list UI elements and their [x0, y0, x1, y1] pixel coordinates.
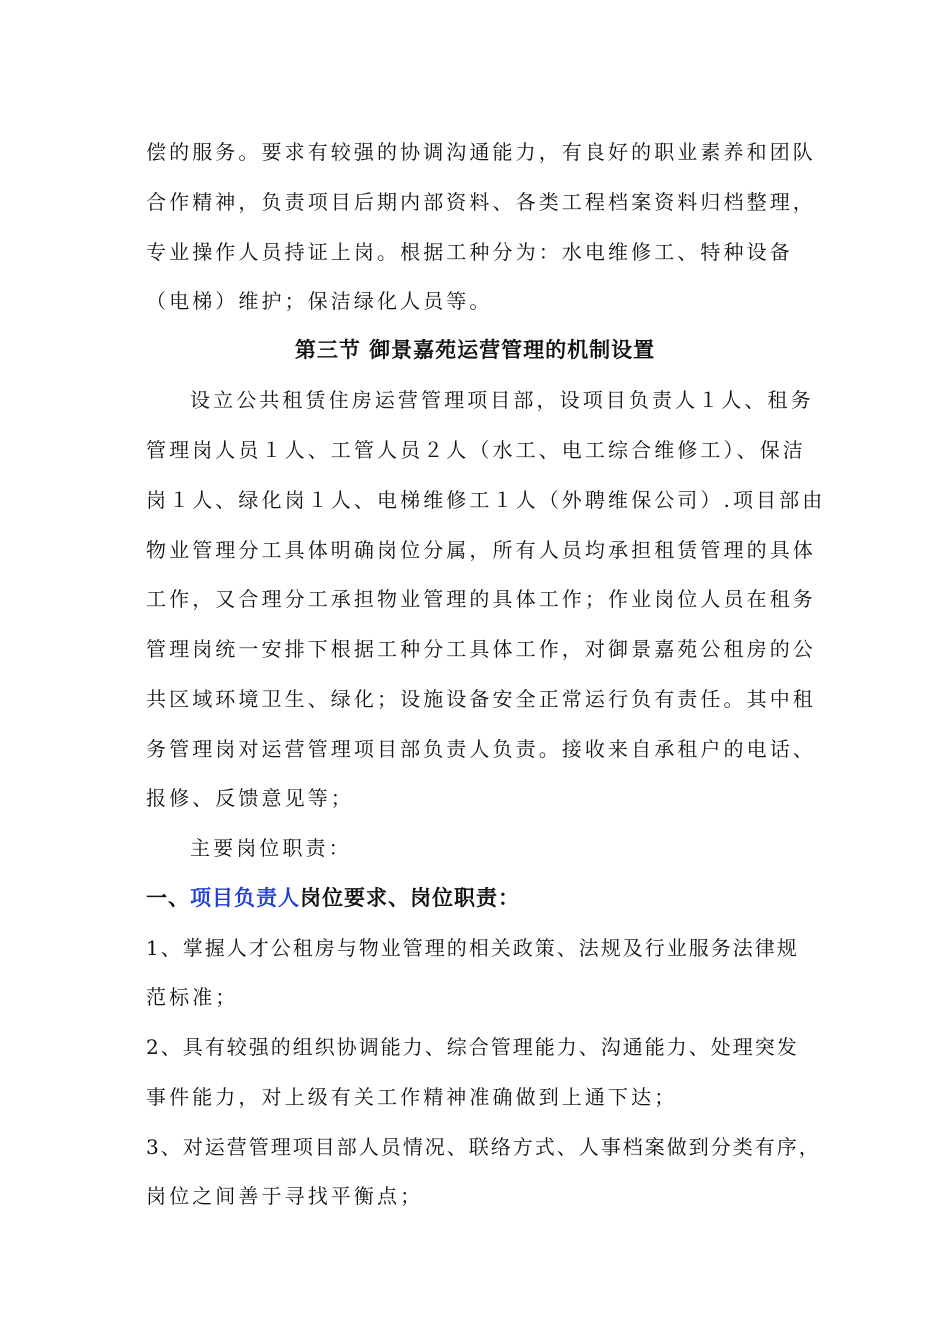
- paragraph-line: 管理岗统一安排下根据工种分工具体工作，对御景嘉苑公租房的公: [146, 637, 816, 661]
- body-line: 专业操作人员持证上岗。根据工种分为：水电维修工、特种设备: [146, 240, 793, 264]
- paragraph-line: 报修、反馈意见等；: [146, 786, 354, 810]
- body-line: （电梯）维护；保洁绿化人员等。: [146, 289, 493, 313]
- project-manager-link[interactable]: 项目负责人: [190, 885, 300, 910]
- list-line: 岗位之间善于寻找平衡点；: [146, 1184, 424, 1208]
- paragraph-line: 物业管理分工具体明确岗位分属，所有人员均承担租赁管理的具体: [146, 538, 816, 562]
- section-heading: 第三节 御景嘉苑运营管理的机制设置: [294, 337, 656, 362]
- list-line: 3、对运营管理项目部人员情况、联络方式、人事档案做到分类有序，: [146, 1135, 821, 1159]
- list-line: 范标准；: [146, 985, 239, 1009]
- subheading-prefix: 一、: [146, 885, 190, 910]
- role-subheading: [146, 884, 520, 912]
- paragraph-line: 岗１人、绿化岗１人、电梯维修工１人（外聘维保公司）.项目部由: [146, 488, 826, 512]
- duties-intro: 主要岗位职责：: [190, 836, 352, 860]
- paragraph-line: 共区域环境卫生、绿化；设施设备安全正常运行负有责任。其中租: [146, 687, 816, 711]
- paragraph-line: 管理岗人员１人、工管人员２人（水工、电工综合维修工）、保洁: [146, 438, 806, 462]
- list-line: 事件能力，对上级有关工作精神准确做到上通下达；: [146, 1085, 678, 1109]
- paragraph-line: 工作，又合理分工承担物业管理的具体工作；作业岗位人员在租务: [146, 587, 816, 611]
- list-line: 2、具有较强的组织协调能力、综合管理能力、沟通能力、处理突发: [146, 1035, 799, 1059]
- list-line: 1、掌握人才公租房与物业管理的相关政策、法规及行业服务法律规: [146, 936, 799, 960]
- paragraph-line: 务管理岗对运营管理项目部负责人负责。接收来自承租户的电话、: [146, 737, 816, 761]
- subheading-suffix: 岗位要求、岗位职责：: [300, 885, 520, 910]
- body-line: 偿的服务。要求有较强的协调沟通能力，有良好的职业素养和团队: [146, 140, 816, 164]
- body-line: 合作精神，负责项目后期内部资料、各类工程档案资料归档整理，: [146, 190, 816, 214]
- paragraph-line: 设立公共租赁住房运营管理项目部，设项目负责人１人、租务: [190, 388, 814, 412]
